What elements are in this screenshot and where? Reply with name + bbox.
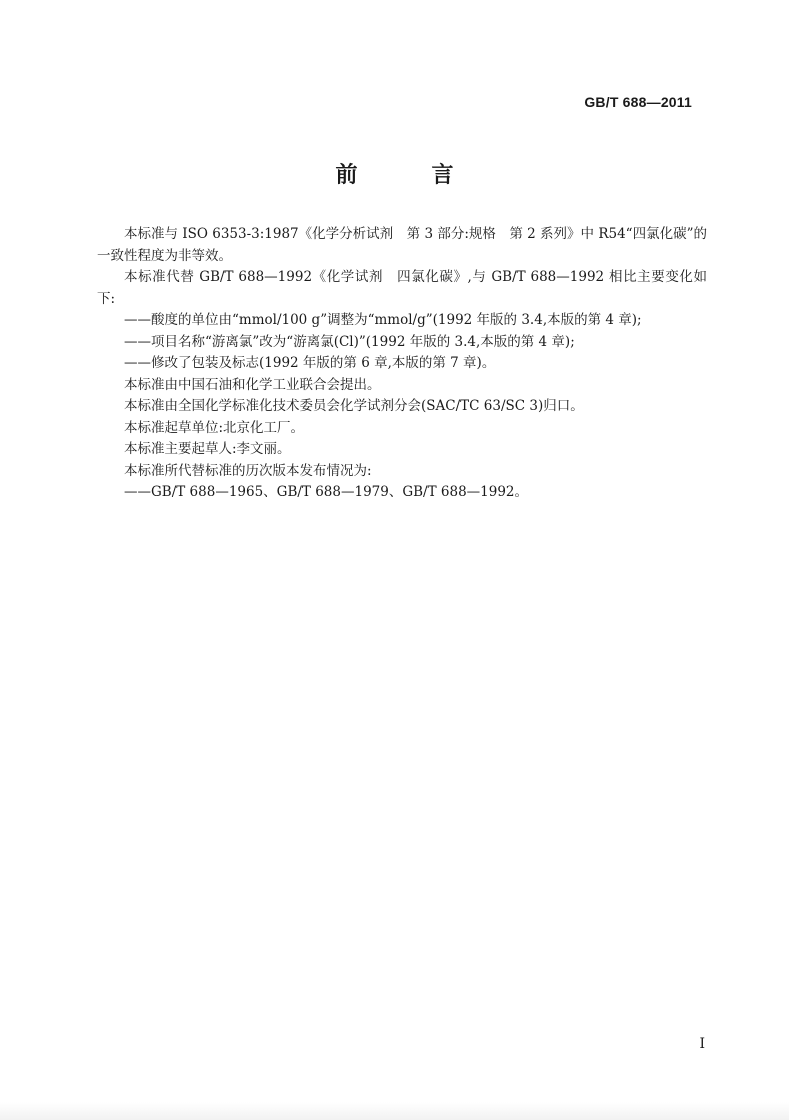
change-item-acidity: ——酸度的单位由“mmol/100 g”调整为“mmol/g”(1992 年版的 3.4,本版的第 4 章); bbox=[124, 312, 642, 328]
paragraph-drafting-unit: 本标准起草单位:北京化工厂。 bbox=[124, 419, 305, 436]
paragraph-centralized-by: 本标准由全国化学标准化技术委员会化学试剂分会(SAC/TC 63/SC 3)归口。 bbox=[124, 398, 584, 414]
foreword-body bbox=[97, 224, 707, 504]
page-title: 前 言 bbox=[335, 163, 480, 188]
paragraph-consistency: 本标准与 ISO 6353-3:1987《化学分析试剂 第 3 部分:规格 第 2 系列》中 R54“四氯化碳”的一致性程度为非等效。 bbox=[97, 226, 707, 264]
paragraph-proposed-by: 本标准由中国石油和化学工业联合会提出。 bbox=[124, 376, 381, 393]
standard-code: GB/T 688—2011 bbox=[584, 94, 692, 110]
paragraph-drafters: 本标准主要起草人:李文丽。 bbox=[124, 441, 291, 457]
page-bottom-edge bbox=[0, 1102, 789, 1120]
change-item-free-chlorine: ——项目名称“游离氯”改为“游离氯(Cl)”(1992 年版的 3.4,本版的第 4 章); bbox=[124, 333, 575, 350]
paragraph-history-intro: 本标准所代替标准的历次版本发布情况为: bbox=[124, 462, 372, 479]
page-number: I bbox=[699, 1036, 705, 1052]
change-item-packaging: ——修改了包装及标志(1992 年版的第 6 章,本版的第 7 章)。 bbox=[124, 355, 496, 371]
history-item: ——GB/T 688—1965、GB/T 688—1979、GB/T 688—1992。 bbox=[124, 484, 529, 500]
paragraph-replaces: 本标准代替 GB/T 688—1992《化学试剂 四氯化碳》,与 GB/T 688—1992 相比主要变化如下: bbox=[97, 269, 707, 307]
